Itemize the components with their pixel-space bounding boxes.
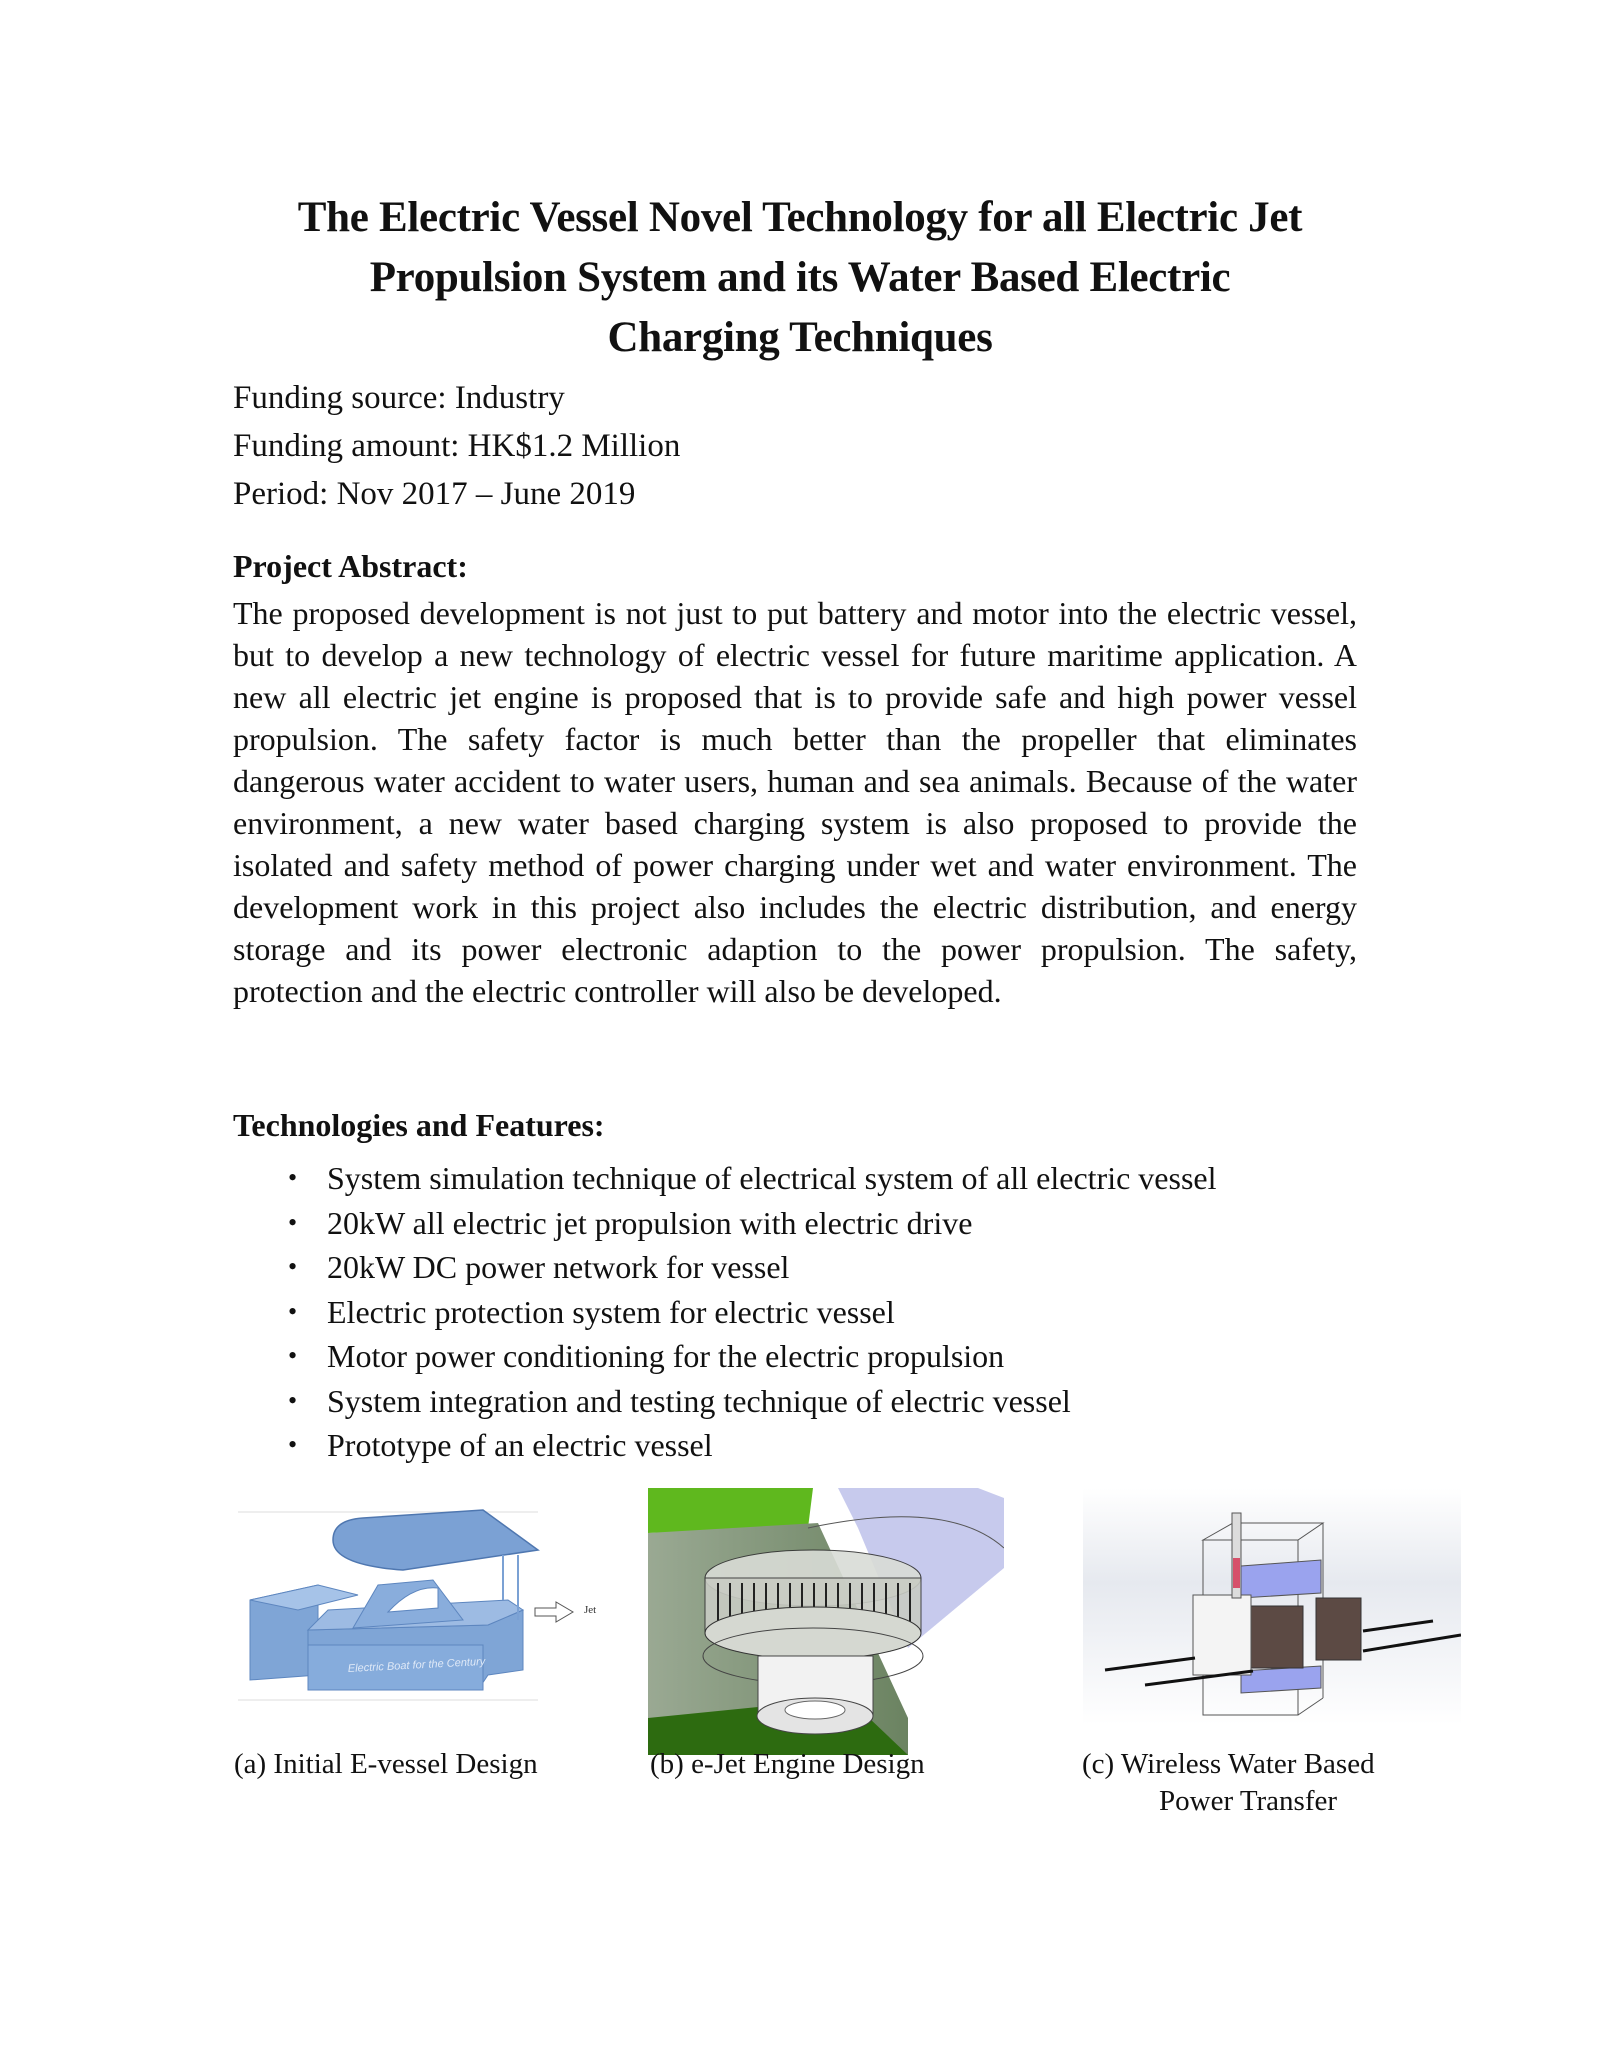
bullet-icon: • (288, 1296, 298, 1326)
figure-a-evessel-image (238, 1500, 598, 1710)
jet-label: Jet (584, 1604, 597, 1616)
project-meta (233, 374, 680, 518)
feature-item: • Motor power conditioning for the electric propulsion (233, 1334, 1217, 1379)
feature-item: • System integration and testing technique of electric vessel (233, 1379, 1217, 1424)
figure-b-caption: (b) e-Jet Engine Design (650, 1748, 925, 1780)
figure-b-ejet-image (648, 1488, 1004, 1755)
project-period: Period: Nov 2017 – June 2019 (233, 476, 636, 512)
feature-item: • System simulation technique of electrical system of all electric vessel (233, 1156, 1217, 1201)
abstract-text: The proposed development is not just to put battery and motor into the electric vessel, but to develop a new technology of electric vessel for future maritime application. A new all electric jet engine is proposed that is to provide safe and high power vessel propulsion. The safety factor is much better than the propeller that eliminates dangerous water accident to water users, human and sea animals. Because of the water environment, a new water based charging system is also proposed to provide the isolated and safety method of power charging under wet and water environment. The development work in this project also includes the electric distribution, and energy storage and its power electronic adaption to the power propulsion. The safety, protection and the electric controller will also be developed. (233, 595, 1357, 1009)
bullet-icon: • (288, 1430, 298, 1459)
feature-item: • Electric protection system for electric vessel (233, 1290, 1217, 1335)
feature-item: • 20kW DC power network for vessel (233, 1245, 1217, 1290)
bullet-icon: • (288, 1252, 298, 1281)
bullet-icon: • (288, 1385, 298, 1415)
title-line-2: Propulsion System and its Water Based Electric (369, 254, 1231, 301)
bullet-icon: • (288, 1207, 298, 1237)
figure-c-wireless-transfer-image (1083, 1488, 1461, 1725)
figure-c-caption-line-1: (c) Wireless Water Based (1082, 1748, 1375, 1780)
feature-item: • 20kW all electric jet propulsion with electric drive (233, 1201, 1217, 1246)
features-list (233, 1156, 1217, 1468)
features-heading: Technologies and Features: (233, 1107, 605, 1143)
figure-c-caption-line-2: Power Transfer (1159, 1785, 1338, 1817)
title-line-3: Charging Techniques (607, 314, 993, 361)
bullet-icon: • (288, 1163, 298, 1192)
funding-amount: Funding amount: HK$1.2 Million (233, 428, 681, 464)
funding-source: Funding source: Industry (233, 380, 565, 416)
figure-c-caption (1082, 1746, 1375, 1820)
title-line-1: The Electric Vessel Novel Technology for all Electric Jet (297, 194, 1303, 241)
figure-a-caption: (a) Initial E-vessel Design (234, 1748, 538, 1780)
bullet-icon: • (288, 1341, 298, 1370)
abstract-heading: Project Abstract: (233, 548, 468, 584)
hull-lettering: Electric Boat for the Century (347, 1655, 486, 1675)
feature-item: • Prototype of an electric vessel (233, 1423, 1217, 1468)
document-title (230, 188, 1370, 368)
